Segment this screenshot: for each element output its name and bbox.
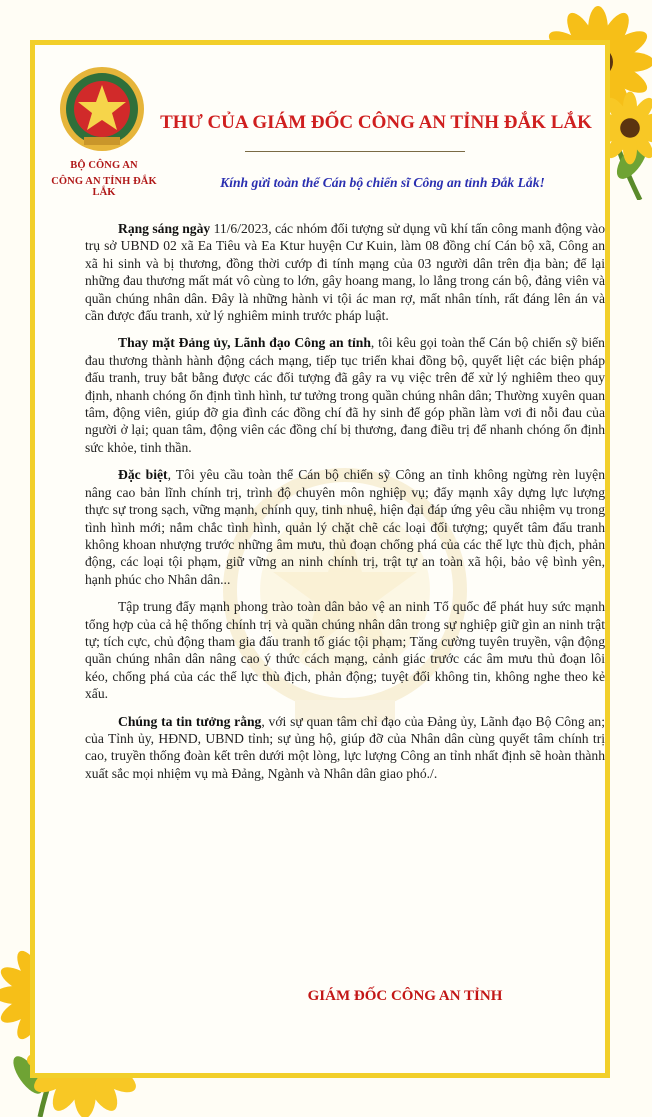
paragraph-5-text: , với sự quan tâm chỉ đạo của Đảng ủy, Lãnh đạo Bộ Công an; của Tỉnh ủy, HĐND, UBND tỉnh; sự ủng hộ, giúp đỡ của Nhân dân cùng quyết tâm chính trị cao, truyền thống đoàn kết trên dưới một lòng, lực lượng Công an tỉnh nhất định sẽ hoàn thành xuất sắc mọi nhiệm vụ mà Đảng, Ngành và Nhân dân giao phó./. — [85, 713, 606, 781]
letter-title: THƯ CỦA GIÁM ĐỐC CÔNG AN TỈNH ĐẮK LẮK — [160, 112, 592, 133]
signature-title: GIÁM ĐỐC CÔNG AN TỈNH — [307, 988, 503, 1004]
paragraph-1 — [85, 220, 605, 324]
agency-ministry: BỘ CÔNG AN — [70, 160, 138, 171]
paragraph-2-lead: Thay mặt Đảng ủy, Lãnh đạo Công an tỉnh — [118, 335, 371, 351]
agency-province: CÔNG AN TỈNH ĐẮK LẮK — [51, 176, 157, 198]
title-underline — [245, 151, 465, 152]
paragraph-4 — [85, 598, 605, 702]
paragraph-1-text: 11/6/2023, các nhóm đối tượng sử dụng vũ khí tấn công manh động vào trụ sở UBND 02 xã Ea Tiêu và Ea Ktur huyện Cư Kuin, làm 08 đồng chí Cán bộ xã, Công an xã hi sinh và bị thương, đồng thời cướp đi tính mạng của 03 người dân trên địa bàn; để lại những đau thương mất mát vô cùng to lớn, gây hoang mang, lo lắng trong cán bộ, đảng viên và quần chúng nhân dân. Đây là những hành vi tội ác man rợ, mất nhân tính, rất đáng lên án và cần được đấu tranh, xử lý nghiêm minh trước pháp luật. — [85, 221, 605, 324]
paragraph-5 — [85, 713, 605, 783]
paragraph-5-lead: Chúng ta tin tưởng rằng — [118, 713, 262, 729]
paragraph-1-lead: Rạng sáng ngày — [118, 221, 211, 236]
paragraph-3 — [85, 466, 605, 588]
letter-greeting: Kính gửi toàn thể Cán bộ chiến sĩ Công an tỉnh Đắk Lắk! — [220, 175, 545, 190]
letter-body — [85, 220, 605, 792]
police-star-emblem-icon — [58, 65, 146, 153]
paragraph-2-text: , tôi kêu gọi toàn thể Cán bộ chiến sỹ biến đau thương thành hành động cách mạng, tiếp tục triển khai đồng bộ, quyết liệt các biện pháp đấu tranh, truy bắt bằng được các đối tượng đã gây ra vụ việc trên để xử lý nghiêm theo quy định, nhanh chóng ổn định tình hình, tư tưởng trong quần chúng nhân dân; Thường xuyên quan tâm, động viên, giúp đỡ gia đình các đồng chí đã hy sinh để góp phần làm vơi đi nỗi đau của người ở lại; quan tâm, động viên các đồng chí bị thương, đang điều trị để nhanh chóng ổn định sức khỏe, tinh thần. — [85, 335, 605, 455]
paragraph-2 — [85, 334, 605, 456]
paragraph-3-text: , Tôi yêu cầu toàn thể Cán bộ chiến sỹ Công an tỉnh không ngừng rèn luyện nâng cao bản lĩnh chính trị, trình độ chuyên môn nghiệp vụ; đẩy mạnh xây dựng lực lượng thực sự trong sạch, vững mạnh, chính quy, tinh nhuệ, hiện đại đáp ứng yêu cầu nhiệm vụ trong tình hình mới; nắm chắc tình hình, quản lý chặt chẽ các loại đối tượng; quyết tâm đấu tranh không khoan nhượng trước những âm mưu, thủ đoạn chống phá của các thế lực thù địch, phản động, các loại tội phạm, giữ vững an ninh chính trị, trật tự an toàn xã hội, bảo vệ bình yên, hạnh phúc cho Nhân dân... — [85, 467, 605, 587]
paragraph-4-text: Tập trung đẩy mạnh phong trào toàn dân bảo vệ an ninh Tổ quốc để phát huy sức mạnh tổng hợp của cả hệ thống chính trị và quần chúng nhân dân trong sự nghiệp giữ gìn an ninh trật tự; tích cực, chủ động tham gia đấu tranh tố giác tội phạm; Tăng cường tuyên truyền, vận động quần chúng nhân dân nâng cao ý thức cách mạng, cảnh giác trước các âm mưu thủ đoạn lôi kéo, chống phá của các thế lực thù địch, phản động; tuyệt đối không tin, không nghe theo kẻ xấu. — [85, 599, 605, 702]
paragraph-3-lead: Đặc biệt — [118, 467, 168, 483]
